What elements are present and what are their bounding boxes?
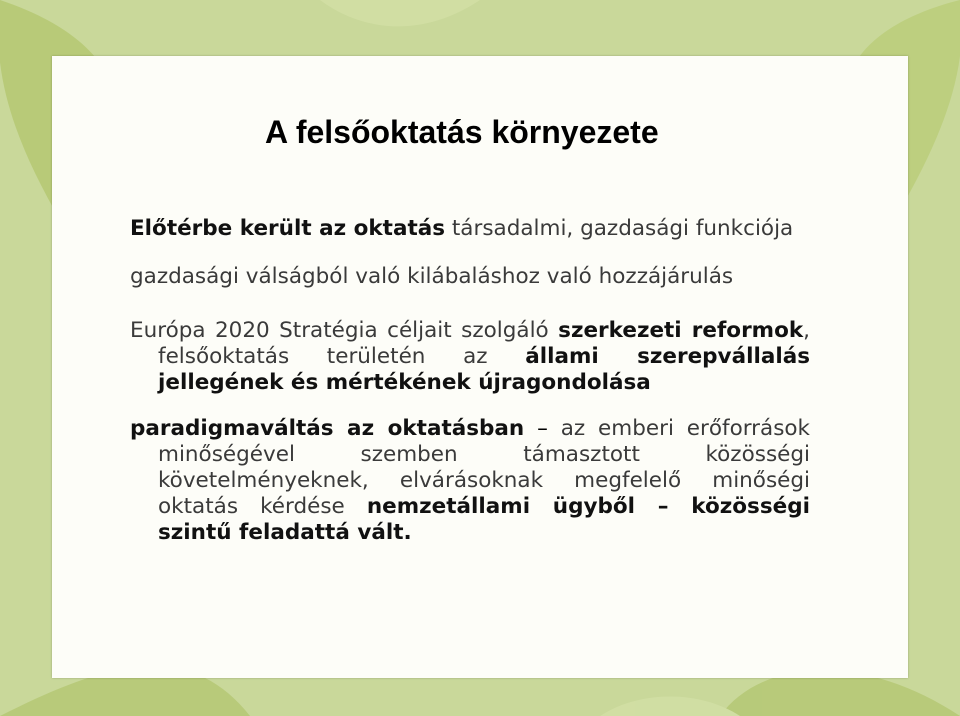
bullet-text: – [524,416,561,441]
bullet-text: szerkezeti reformok [558,318,804,343]
bullet-list [130,216,810,546]
bullet-item [130,264,810,290]
bullet-text: , felsőoktatás területén az [158,318,810,369]
bullet-text: nemzetállami ügyből – közösségi szintű feladattá vált. [158,494,810,545]
bullet-item [130,216,810,242]
bullet-item [130,318,810,396]
bullet-text: Európa 2020 Stratégia céljait szolgáló [130,318,559,343]
bullet-text: állami szerepvállalás jellegének és mértékének újragondolása [158,344,810,395]
bullet-text: gazdasági válságból való kilábaláshoz való hozzájárulás [130,264,734,289]
bullet-text: társadalmi, gazdasági funkciója [445,216,794,241]
bullet-text: az emberi erőforrások minőségével szemben támasztott közösségi követelményeknek, elvárásoknak megfelelő minőségi oktatás kérdése [158,416,811,519]
slide-title: A felsőoktatás környezete [265,114,659,150]
bullet-text: Előtérbe került az oktatás [130,216,446,241]
bullet-text: paradigmaváltás az oktatásban [130,416,525,441]
bullet-item [130,416,810,546]
